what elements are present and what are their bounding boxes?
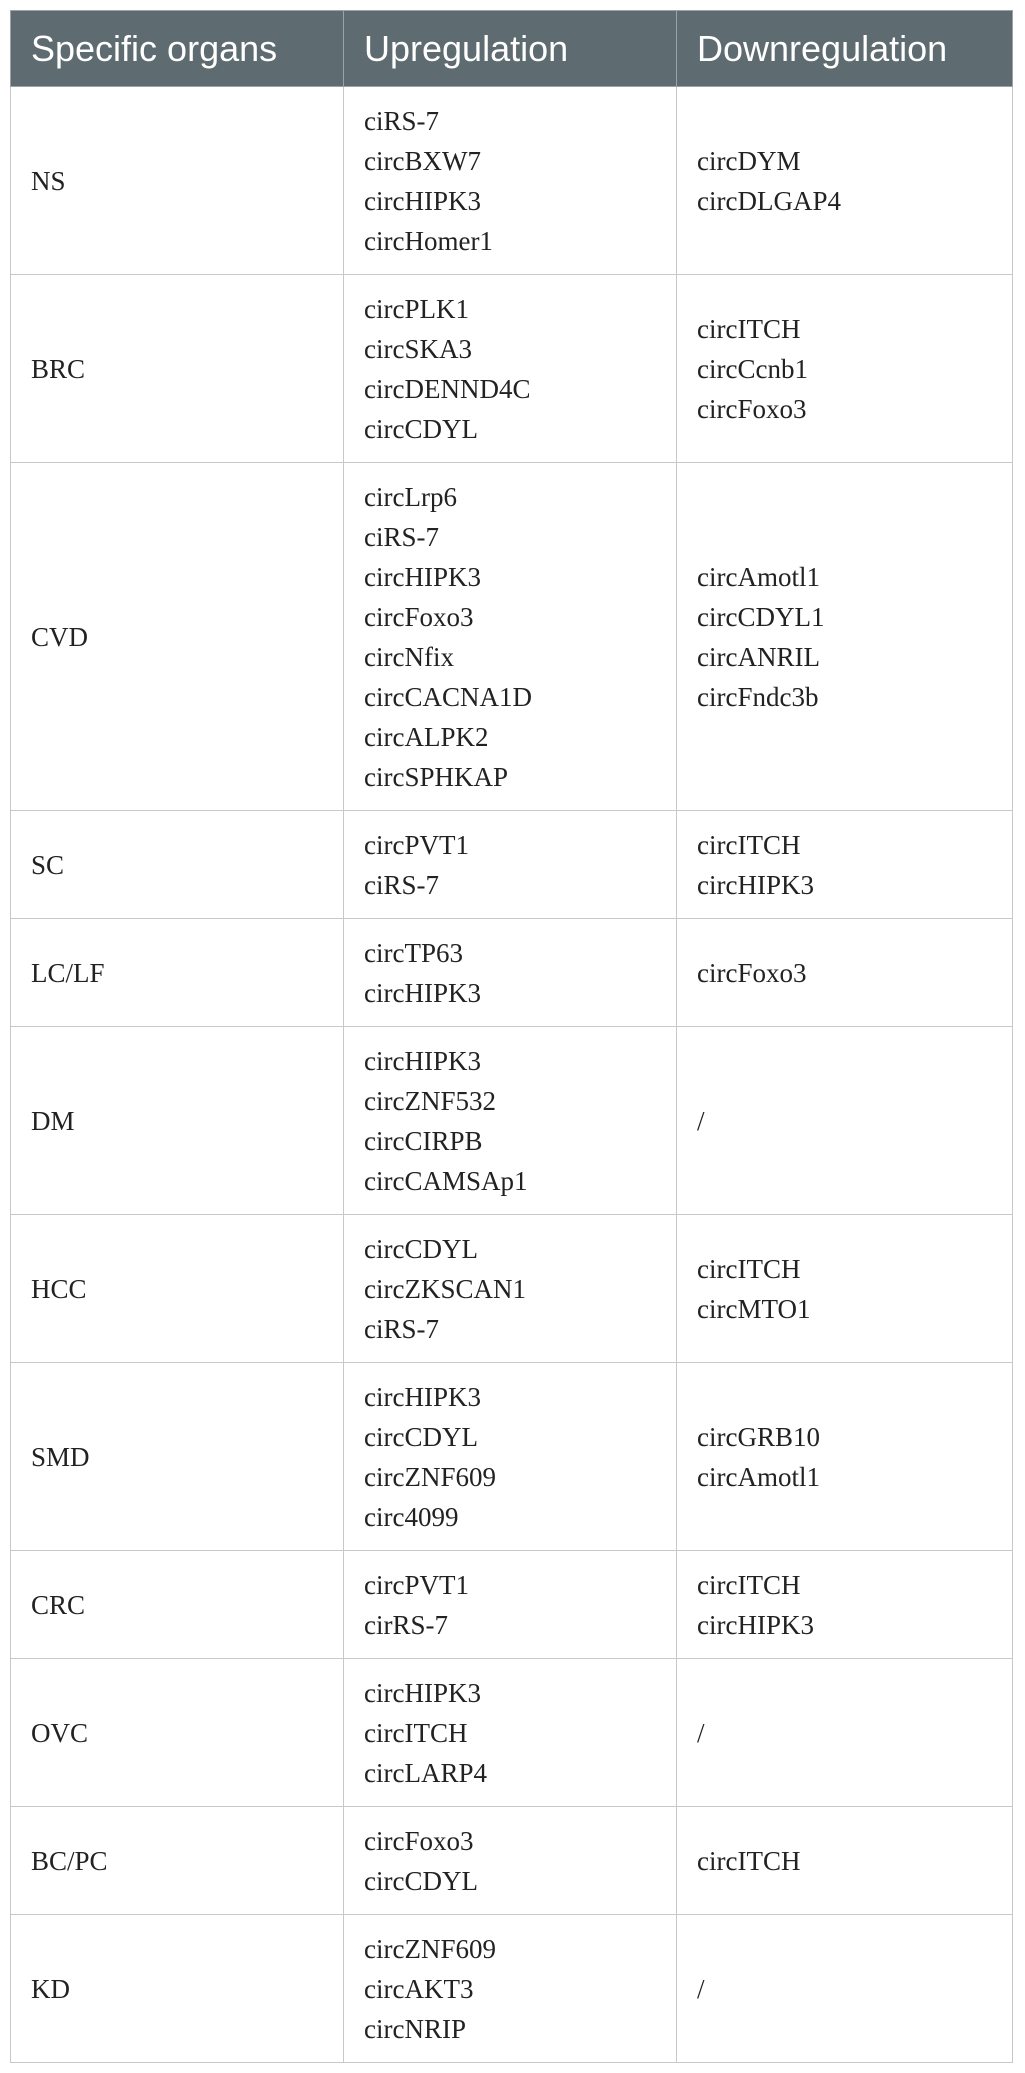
upregulated-circrna: circITCH [364, 1717, 468, 1748]
downregulated-circrna: circITCH [697, 1253, 801, 1284]
upregulated-circrna: circLARP4 [364, 1757, 487, 1788]
upregulated-circrna: circFoxo3 [364, 601, 474, 632]
header-downregulation: Downregulation [677, 11, 1013, 87]
upregulated-circrna: circ4099 [364, 1501, 459, 1532]
upregulated-circrna: circHIPK3 [364, 1045, 481, 1076]
downregulation-cell [677, 87, 1013, 275]
table-row [11, 1807, 1013, 1915]
table-body [11, 87, 1013, 2063]
table-row [11, 811, 1013, 919]
upregulated-circrna: circBXW7 [364, 145, 481, 176]
downregulated-circrna: circAmotl1 [697, 1461, 820, 1492]
table-row [11, 463, 1013, 811]
upregulated-circrna: circNRIP [364, 2013, 466, 2044]
downregulation-cell [677, 463, 1013, 811]
organ-cell: BRC [11, 275, 344, 463]
organ-circrna-table [10, 10, 1013, 2063]
upregulated-circrna: circZNF609 [364, 1933, 496, 1964]
upregulation-cell [344, 1807, 677, 1915]
downregulated-circrna: circITCH [697, 1569, 801, 1600]
upregulated-circrna: ciRS-7 [364, 105, 440, 136]
upregulated-circrna: ciRS-7 [364, 1313, 440, 1344]
organ-cell: OVC [11, 1659, 344, 1807]
downregulated-circrna: / [697, 1973, 705, 2004]
organ-cell: KD [11, 1915, 344, 2063]
organ-cell: HCC [11, 1215, 344, 1363]
downregulated-circrna: / [697, 1105, 705, 1136]
downregulated-circrna: / [697, 1717, 705, 1748]
organ-cell: CVD [11, 463, 344, 811]
upregulation-cell [344, 87, 677, 275]
downregulation-cell [677, 1551, 1013, 1659]
organ-cell: SMD [11, 1363, 344, 1551]
table-row [11, 1915, 1013, 2063]
organ-cell: DM [11, 1027, 344, 1215]
organ-cell: LC/LF [11, 919, 344, 1027]
upregulated-circrna: circAKT3 [364, 1973, 474, 2004]
upregulation-cell [344, 919, 677, 1027]
table-row [11, 1551, 1013, 1659]
upregulated-circrna: circTP63 [364, 937, 463, 968]
downregulation-cell [677, 1915, 1013, 2063]
upregulated-circrna: circCDYL [364, 413, 478, 444]
upregulated-circrna: circSPHKAP [364, 761, 509, 792]
downregulated-circrna: circFoxo3 [697, 393, 807, 424]
downregulated-circrna: circAmotl1 [697, 561, 820, 592]
downregulation-cell [677, 1215, 1013, 1363]
downregulation-cell [677, 1363, 1013, 1551]
upregulated-circrna: circPLK1 [364, 293, 469, 324]
upregulated-circrna: circHIPK3 [364, 977, 481, 1008]
upregulation-cell [344, 1659, 677, 1807]
downregulated-circrna: circGRB10 [697, 1421, 820, 1452]
upregulated-circrna: circFoxo3 [364, 1825, 474, 1856]
upregulated-circrna: cirRS-7 [364, 1609, 448, 1640]
upregulated-circrna: circCIRPB [364, 1125, 483, 1156]
upregulated-circrna: circZNF609 [364, 1461, 496, 1492]
organ-cell: CRC [11, 1551, 344, 1659]
downregulated-circrna: circITCH [697, 1845, 801, 1876]
upregulated-circrna: circALPK2 [364, 721, 489, 752]
downregulation-cell [677, 1027, 1013, 1215]
table-header [11, 11, 1013, 87]
upregulation-cell [344, 275, 677, 463]
upregulation-cell [344, 1551, 677, 1659]
downregulated-circrna: circCcnb1 [697, 353, 808, 384]
table-row [11, 919, 1013, 1027]
downregulated-circrna: circITCH [697, 829, 801, 860]
downregulated-circrna: circITCH [697, 313, 801, 344]
upregulation-cell [344, 1915, 677, 2063]
downregulation-cell [677, 1659, 1013, 1807]
downregulation-cell [677, 275, 1013, 463]
downregulated-circrna: circDYM [697, 145, 801, 176]
downregulated-circrna: circCDYL1 [697, 601, 825, 632]
table-row [11, 1659, 1013, 1807]
table-row [11, 1363, 1013, 1551]
upregulated-circrna: circHomer1 [364, 225, 493, 256]
upregulated-circrna: circNfix [364, 641, 454, 672]
upregulated-circrna: circHIPK3 [364, 561, 481, 592]
upregulation-cell [344, 463, 677, 811]
downregulation-cell [677, 811, 1013, 919]
downregulated-circrna: circHIPK3 [697, 1609, 814, 1640]
table-row [11, 1215, 1013, 1363]
organ-cell: NS [11, 87, 344, 275]
upregulation-cell [344, 1215, 677, 1363]
header-upregulation: Upregulation [344, 11, 677, 87]
organ-cell: SC [11, 811, 344, 919]
downregulated-circrna: circHIPK3 [697, 869, 814, 900]
upregulated-circrna: circHIPK3 [364, 1381, 481, 1412]
header-row [11, 11, 1013, 87]
upregulated-circrna: circDENND4C [364, 373, 531, 404]
upregulated-circrna: circZKSCAN1 [364, 1273, 526, 1304]
upregulated-circrna: circZNF532 [364, 1085, 496, 1116]
table-row [11, 1027, 1013, 1215]
downregulated-circrna: circANRIL [697, 641, 820, 672]
downregulated-circrna: circMTO1 [697, 1293, 811, 1324]
upregulation-cell [344, 811, 677, 919]
upregulated-circrna: circLrp6 [364, 481, 457, 512]
downregulated-circrna: circFoxo3 [697, 957, 807, 988]
table-row [11, 275, 1013, 463]
upregulated-circrna: circCDYL [364, 1233, 478, 1264]
upregulated-circrna: circHIPK3 [364, 185, 481, 216]
header-specific-organs: Specific organs [11, 11, 344, 87]
downregulation-cell [677, 1807, 1013, 1915]
upregulated-circrna: circCACNA1D [364, 681, 532, 712]
upregulated-circrna: circCDYL [364, 1865, 478, 1896]
downregulation-cell [677, 919, 1013, 1027]
upregulated-circrna: circPVT1 [364, 1569, 469, 1600]
upregulated-circrna: circCDYL [364, 1421, 478, 1452]
upregulated-circrna: ciRS-7 [364, 521, 440, 552]
table-row [11, 87, 1013, 275]
upregulation-cell [344, 1027, 677, 1215]
upregulated-circrna: circCAMSAp1 [364, 1165, 528, 1196]
downregulated-circrna: circDLGAP4 [697, 185, 841, 216]
downregulated-circrna: circFndc3b [697, 681, 819, 712]
upregulated-circrna: circHIPK3 [364, 1677, 481, 1708]
upregulation-cell [344, 1363, 677, 1551]
upregulated-circrna: circPVT1 [364, 829, 469, 860]
organ-cell: BC/PC [11, 1807, 344, 1915]
upregulated-circrna: ciRS-7 [364, 869, 440, 900]
upregulated-circrna: circSKA3 [364, 333, 472, 364]
